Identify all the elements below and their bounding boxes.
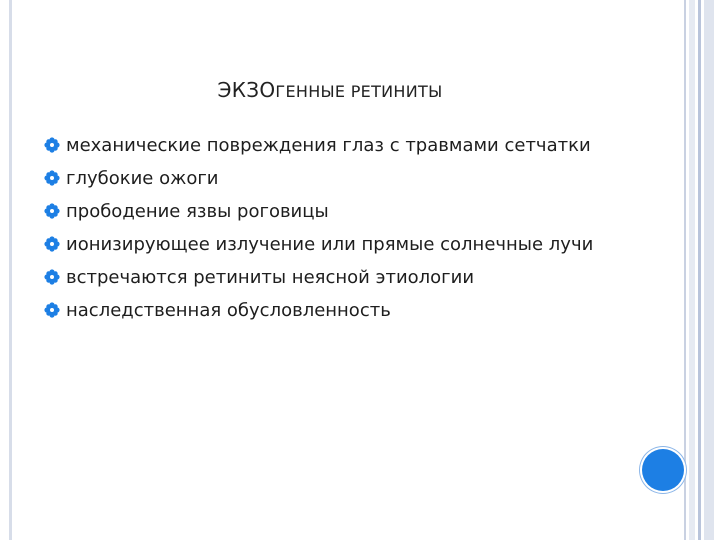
right-decorative-border bbox=[684, 0, 686, 540]
bullet-text: механические повреждения глаз с травмами сетчатки bbox=[66, 135, 591, 156]
list-item bbox=[44, 297, 624, 325]
list-item bbox=[44, 231, 624, 259]
right-decorative-border bbox=[704, 0, 714, 540]
bullet-text: встречаются ретиниты неясной этиологии bbox=[66, 267, 475, 288]
title-caps: КЗО bbox=[231, 78, 276, 102]
gear-flower-icon bbox=[44, 137, 60, 153]
right-decorative-border bbox=[689, 0, 695, 540]
title-smallcaps: ГЕННЫЕ РЕТИНИТЫ bbox=[275, 82, 443, 101]
bullet-list bbox=[44, 132, 624, 330]
bullet-text: прободение язвы роговицы bbox=[66, 201, 329, 222]
bullet-text: наследственная обусловленность bbox=[66, 300, 391, 321]
list-item bbox=[44, 165, 624, 193]
slide-title bbox=[0, 78, 660, 102]
bullet-text: ионизирующее излучение или прямые солнечные лучи bbox=[66, 234, 594, 255]
list-item bbox=[44, 132, 624, 160]
gear-flower-icon bbox=[44, 269, 60, 285]
gear-flower-icon bbox=[44, 170, 60, 186]
gear-flower-icon bbox=[44, 302, 60, 318]
decorative-blue-circle bbox=[642, 449, 684, 491]
title-first-letter: Э bbox=[217, 78, 232, 102]
list-item bbox=[44, 198, 624, 226]
right-decorative-border bbox=[698, 0, 701, 540]
bullet-text: глубокие ожоги bbox=[66, 168, 219, 189]
gear-flower-icon bbox=[44, 203, 60, 219]
gear-flower-icon bbox=[44, 236, 60, 252]
list-item bbox=[44, 264, 624, 292]
